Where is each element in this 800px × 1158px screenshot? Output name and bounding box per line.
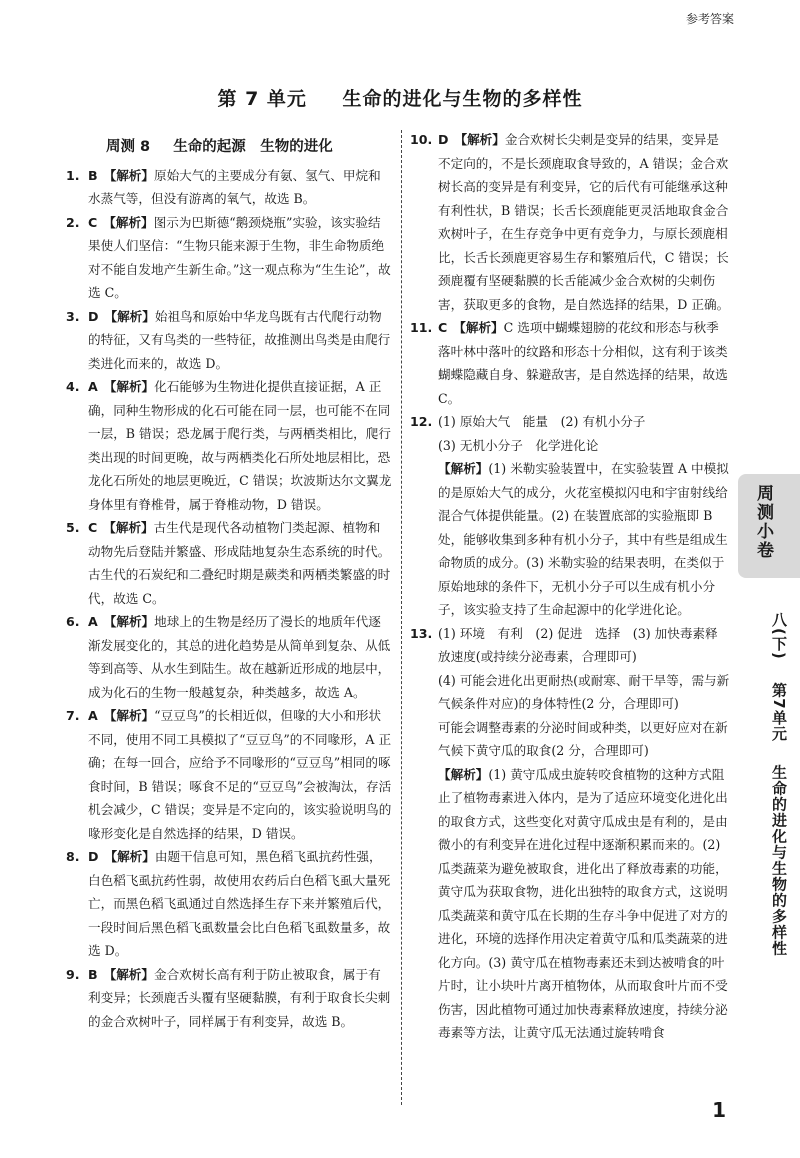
week-number: 周测 8 (106, 139, 151, 155)
header-label: 参考答案 (685, 12, 734, 26)
unit-title (0, 84, 800, 111)
answer-item (66, 516, 392, 610)
analysis-tag: 【解析】 (438, 461, 489, 476)
answer-item (66, 845, 392, 963)
analysis-tag: 【解析】 (103, 379, 155, 394)
answer-line: 可能会调整毒素的分泌时间或种类，以更好应对在新气候下黄守瓜的取食(2 分，合理即可) (438, 719, 728, 758)
answer-item (410, 316, 730, 410)
answer-number: 10. (410, 132, 433, 147)
answer-choice: A (88, 708, 98, 723)
analysis-text: 始祖鸟和原始中华龙鸟既有古代爬行动物的特征，又有鸟类的一些特征，故推测出鸟类是由爬行类进化而来的，故选 D。 (88, 308, 391, 371)
analysis-text: 原始大气的主要成分有氨、氢气、甲烷和水蒸气等，但没有游离的氧气，故选 B。 (88, 167, 381, 206)
answer-item (66, 704, 392, 845)
right-column (410, 128, 730, 1045)
answer-item (66, 610, 392, 704)
analysis-tag: 【解析】 (454, 132, 505, 147)
analysis-tag: 【解析】 (103, 214, 154, 230)
answer-item (410, 622, 730, 1045)
side-grade: 八(下) (770, 612, 788, 660)
answer-choice: C (438, 320, 448, 335)
right-answer-list (410, 128, 730, 1045)
answer-choice: D (438, 132, 449, 147)
analysis-tag: 【解析】 (103, 708, 155, 723)
analysis-tag: 【解析】 (103, 167, 154, 183)
side-unit: 第7单元 (770, 682, 788, 742)
answer-choice: B (88, 966, 98, 982)
answer-line: (3) 无机小分子 化学进化论 (438, 437, 599, 453)
analysis-text: 由题干信息可知，黑色稻飞虱抗药性强，白色稻飞虱抗药性弱，故使用农药后白色稻飞虱大量死亡，而黑色稻飞虱通过自然选择生存下来并繁殖后代，一段时间后黑色稻飞虱数量会比白色稻飞虱数量多，故选 D。 (88, 849, 391, 958)
answer-line: (4) 可能会进化出更耐热(或耐寒、耐干旱等，需与新气候条件对应)的身体特性(2 分，合理即可) (438, 672, 730, 711)
analysis-tag: 【解析】 (453, 320, 504, 335)
answer-number: 2. (66, 214, 80, 230)
analysis-text: 古生代是现代各动植物门类起源、植物和动物先后登陆并繁盛、形成陆地复杂生态系统的时代。古生代的石炭纪和二叠纪时期是蕨类和两栖类繁盛的时代，故选 C。 (88, 520, 391, 606)
answer-item (66, 963, 392, 1034)
analysis-tag: 【解析】 (103, 614, 155, 629)
side-tab-label: 周测小卷 (753, 484, 773, 560)
analysis-text: “豆豆鸟”的长相近似，但喙的大小和形状不同，使用不同工具模拟了“豆豆鸟”的不同喙形，A 正确；在每一回合，应给予不同喙形的“豆豆鸟”相同的啄食时间，B 错误；啄食不足的“豆豆鸟”会被淘汰，存活机会减少，C 错误；变异是不定向的，该实验说明鸟的喙形变化是自然选择的结果，D 错误。 (88, 708, 392, 841)
analysis-text: 化石能够为生物进化提供直接证据，A 正确，同种生物形成的化石可能在同一层，也可能不在同一层，B 错误；恐龙属于爬行类，与两栖类相比，爬行类出现的时间更晚，故与两栖类化石所处地层相比，恐龙化石所处的地层更晚近，C 错误；坎波斯达尔文翼龙身体里有脊椎骨，属于脊椎动物，D 错误。 (88, 379, 392, 512)
answer-choice: B (88, 167, 98, 183)
answer-choice: C (88, 214, 98, 230)
left-answer-list (66, 164, 392, 1034)
answer-item (410, 128, 730, 316)
answer-number: 7. (66, 708, 80, 723)
answer-number: 8. (66, 849, 80, 864)
analysis-tag: 【解析】 (103, 966, 154, 982)
answer-number: 1. (66, 167, 80, 183)
answer-choice: D (88, 308, 99, 324)
analysis-text: C 选项中蝴蝶翅膀的花纹和形态与秋季落叶林中落叶的纹路和形态十分相似，这有利于该类蝴蝶隐藏自身、躲避敌害，是自然选择的结果，故选 C。 (438, 320, 728, 406)
answer-choice: A (88, 379, 98, 394)
unit-number: 第 7 单元 (217, 88, 307, 110)
answer-number: 6. (66, 614, 80, 629)
analysis-tag: 【解析】 (438, 766, 489, 782)
side-subject: 生命的进化与生物的多样性 (770, 764, 788, 957)
analysis-text: (1) 黄守瓜成虫旋转咬食植物的这种方式阻止了植物毒素进入体内，是为了适应环境变化进化出的取食方式，这些变化对黄守瓜成虫是有利的，是由微小的有利变异在进化过程中逐渐积累而来的。(2) 瓜类蔬菜为避免被取食，进化出了释放毒素的功能，黄守瓜为获取食物，进化出独特的取食方式，这说明瓜类蔬菜和黄守瓜在长期的生存斗争中促进了对方的进化，环境的选择作用决定着黄守瓜和瓜类蔬菜的进化方向。(3) 黄守瓜在植物毒素还未到达被啃食的叶片时，让小块叶片离开植物体，从而取食叶片而不受伤害，因此植物可通过加快毒素释放速度，持续分泌毒素等方法，让黄守瓜无法通过旋转啃食 (438, 766, 728, 1040)
answer-number: 4. (66, 379, 80, 394)
answer-number: 3. (66, 308, 80, 324)
answer-item (410, 410, 730, 622)
analysis-text: 金合欢树长尖刺是变异的结果，变异是不定向的，不是长颈鹿取食导致的，A 错误；金合欢树长高的变异是有利变异，它的后代有可能继承这种有利性状，B 错误；长舌长颈鹿能更灵活地取食金合欢树叶子，在生存竞争中更有竞争力，与原长颈鹿相比，长舌长颈鹿更容易生存和繁殖后代，C 错误；长颈鹿覆有坚硬黏膜的长舌能减少金合欢树的尖刺伤害，获取更多的食物，是自然选择的结果，D 正确。 (438, 132, 730, 312)
analysis-text: 金合欢树长高有利于防止被取食，属于有利变异；长颈鹿舌头覆有坚硬黏膜，有利于取食长尖刺的金合欢树叶子，同样属于有利变异，故选 B。 (88, 966, 391, 1029)
answer-number: 5. (66, 520, 80, 535)
left-column (66, 128, 392, 1033)
analysis-tag: 【解析】 (104, 308, 155, 324)
answer-number: 13. (410, 625, 433, 641)
answer-item (66, 211, 392, 305)
answer-number: 12. (410, 414, 433, 429)
answer-choice: A (88, 614, 98, 629)
week-title (106, 136, 392, 160)
answer-number: 9. (66, 966, 80, 982)
analysis-text: 图示为巴斯德“鹅颈烧瓶”实验，该实验结果使人们坚信：“生物只能来源于生物，非生命物质绝对不能自发地产生新生命。”这一观点称为“生生论”，故选 C。 (88, 214, 391, 300)
column-divider (401, 130, 402, 1105)
answer-choice: D (88, 849, 99, 864)
side-caption (771, 612, 786, 956)
page-number: 1 (712, 1098, 726, 1122)
answer-item (66, 375, 392, 516)
answer-choice: C (88, 520, 98, 535)
week-name: 生命的起源 生物的进化 (173, 139, 333, 155)
answer-item (66, 164, 392, 211)
analysis-text: 地球上的生物是经历了漫长的地质年代逐渐发展变化的，其总的进化趋势是从简单到复杂、从低等到高等、从水生到陆生。故在越新近形成的地层中，成为化石的生物一般越复杂，种类越多，故选 A。 (88, 614, 391, 700)
analysis-tag: 【解析】 (104, 849, 155, 864)
unit-name: 生命的进化与生物的多样性 (342, 88, 583, 110)
answer-line: (1) 原始大气 能量 (2) 有机小分子 (438, 414, 646, 429)
answer-line: (1) 环境 有利 (2) 促进 选择 (3) 加快毒素释放速度(或持续分泌毒素，合理即可) (438, 625, 718, 664)
analysis-text: (1) 米勒实验装置中，在实验装置 A 中模拟的是原始大气的成分，火花室模拟闪电和宇宙射线给混合气体提供能量。(2) 在装置底部的实验瓶即 B 处，能够收集到多种有机小分子，其中有些是组成生命物质的成分。(3) 米勒实验的结果表明，在类似于原始地球的条件下，无机小分子可以生成有机小分子，该实验支持了生命起源中的化学进化论。 (438, 461, 729, 617)
answer-item (66, 305, 392, 376)
answer-number: 11. (410, 320, 433, 335)
analysis-tag: 【解析】 (103, 520, 154, 535)
